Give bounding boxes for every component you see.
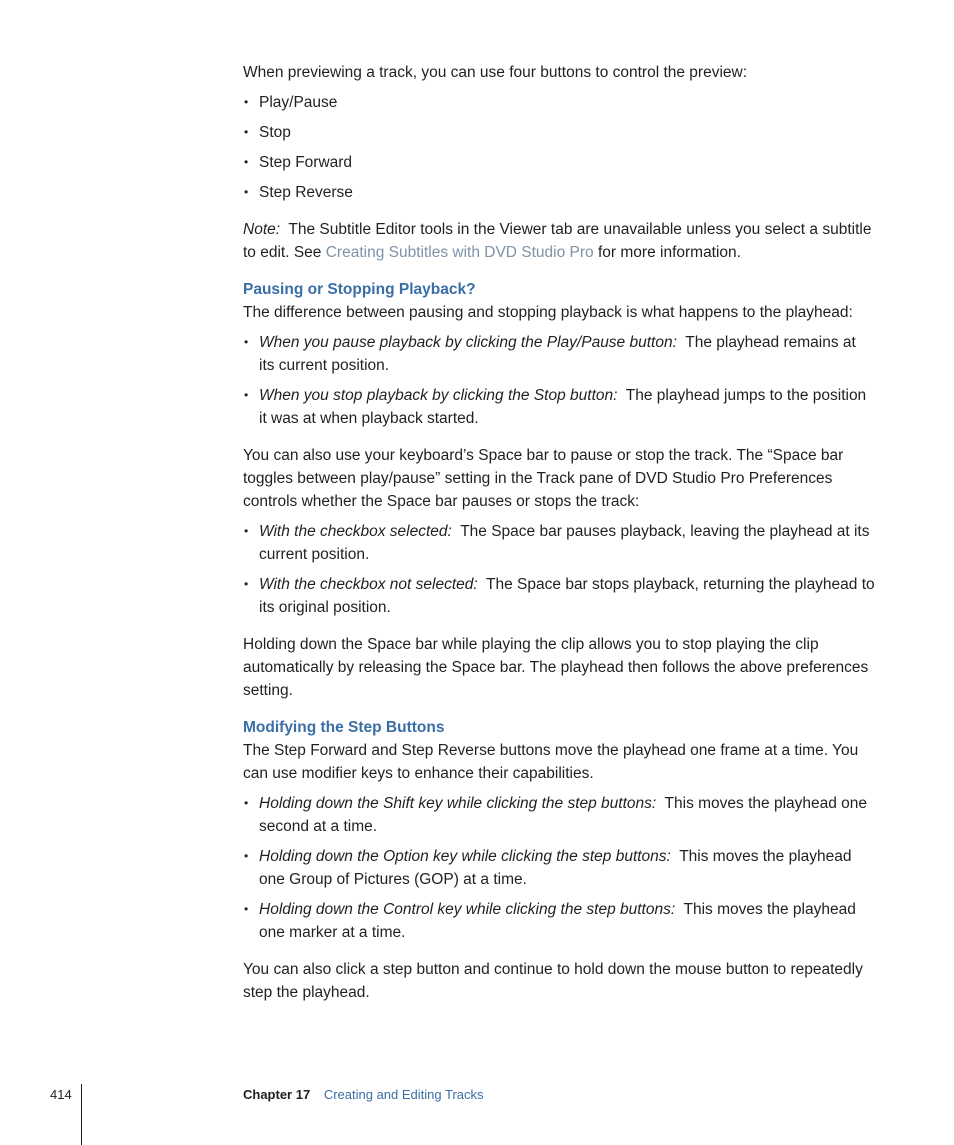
list-item: • Step Reverse bbox=[243, 181, 875, 204]
chapter-label: Chapter 17 bbox=[243, 1087, 311, 1102]
term: When you stop playback by clicking the Stop button: bbox=[259, 387, 618, 404]
page-content bbox=[243, 61, 875, 1018]
list-item: • Play/Pause bbox=[243, 91, 875, 114]
section-heading-step: Modifying the Step Buttons bbox=[243, 719, 445, 736]
list-item bbox=[243, 792, 875, 838]
note-text-after: for more information. bbox=[597, 244, 741, 261]
creating-subtitles-link[interactable]: Creating Subtitles with DVD Studio Pro bbox=[325, 244, 594, 261]
footer-divider bbox=[81, 1084, 82, 1145]
note-label: Note: bbox=[243, 221, 281, 238]
list-item bbox=[243, 520, 875, 566]
list-item: • Stop bbox=[243, 121, 875, 144]
section-intro: The Step Forward and Step Reverse buttons move the playhead one frame at a time. You can use modifier keys to enhance their capabilities. bbox=[243, 742, 859, 782]
term: Holding down the Control key while clicking the step buttons: bbox=[259, 901, 676, 918]
term: When you pause playback by clicking the Play/Pause button: bbox=[259, 334, 677, 351]
chapter-title-link[interactable]: Creating and Editing Tracks bbox=[323, 1087, 484, 1102]
checkbox-list bbox=[243, 520, 875, 619]
note-text: The Subtitle Editor tools in the Viewer tab are unavailable unless you select a subtitle to edit. See bbox=[243, 221, 872, 261]
outro-paragraph: You can also click a step button and continue to hold down the mouse button to repeatedly step the playhead. bbox=[243, 961, 863, 1001]
page-number: 414 bbox=[50, 1087, 72, 1102]
section-heading-pausing: Pausing or Stopping Playback? bbox=[243, 281, 476, 298]
note-paragraph bbox=[243, 218, 875, 264]
preview-buttons-list bbox=[243, 91, 875, 204]
description: The playhead remains at its current position. bbox=[259, 334, 856, 374]
description: This moves the playhead one second at a time. bbox=[259, 795, 868, 835]
list-item bbox=[243, 845, 875, 891]
list-item bbox=[243, 384, 875, 430]
section-intro: The difference between pausing and stopping playback is what happens to the playhead: bbox=[243, 304, 853, 321]
intro-paragraph: When previewing a track, you can use four buttons to control the preview: bbox=[243, 64, 748, 81]
description: The Space bar pauses playback, leaving the playhead at its current position. bbox=[259, 523, 870, 563]
term: With the checkbox not selected: bbox=[259, 576, 478, 593]
term: Holding down the Shift key while clicking the step buttons: bbox=[259, 795, 657, 812]
holding-space-paragraph: Holding down the Space bar while playing the clip allows you to stop playing the clip automatically by releasing the Space bar. The playhead then follows the above preferences setting. bbox=[243, 636, 869, 699]
term: With the checkbox selected: bbox=[259, 523, 452, 540]
pause-stop-list bbox=[243, 331, 875, 430]
description: The Space bar stops playback, returning the playhead to its original position. bbox=[259, 576, 875, 616]
list-item: • Step Forward bbox=[243, 151, 875, 174]
modifier-keys-list bbox=[243, 792, 875, 944]
description: The playhead jumps to the position it was at when playback started. bbox=[259, 387, 867, 427]
space-bar-paragraph: You can also use your keyboard’s Space bar to pause or stop the track. The “Space bar toggles between play/pause” setting in the Track pane of DVD Studio Pro Preferences controls whether the Space bar pauses or stops the track: bbox=[243, 447, 844, 510]
list-item bbox=[243, 898, 875, 944]
description: This moves the playhead one marker at a time. bbox=[259, 901, 856, 941]
description: This moves the playhead one Group of Pictures (GOP) at a time. bbox=[259, 848, 852, 888]
term: Holding down the Option key while clicking the step buttons: bbox=[259, 848, 671, 865]
list-item bbox=[243, 573, 875, 619]
chapter-footer bbox=[243, 1086, 484, 1104]
list-item bbox=[243, 331, 875, 377]
